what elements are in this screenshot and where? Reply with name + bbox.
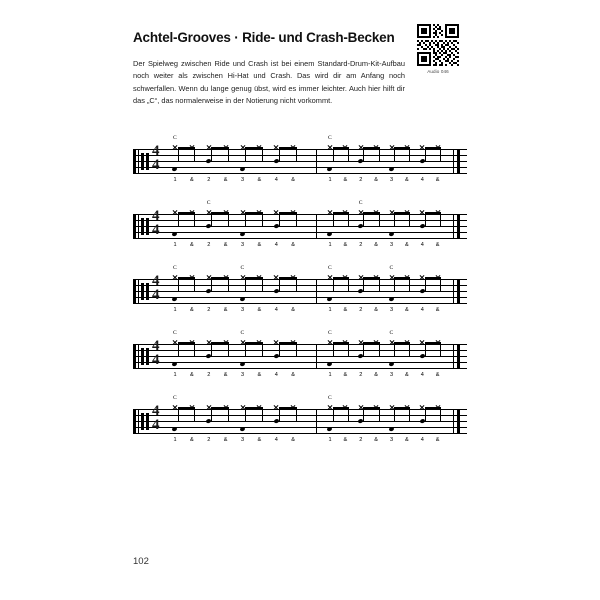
- count-label: 3: [240, 372, 245, 378]
- eighth-beam: [425, 342, 441, 344]
- staff-line: [133, 226, 467, 227]
- opening-barline-thick: [133, 214, 136, 239]
- count-label: &: [343, 372, 348, 378]
- eighth-beam: [245, 212, 263, 214]
- crash-marking: C: [173, 395, 177, 401]
- time-signature: [152, 404, 160, 433]
- staff-line: [133, 433, 467, 434]
- count-label: 4: [420, 177, 424, 183]
- note-stem: [333, 342, 334, 357]
- count-label: 4: [420, 242, 424, 248]
- staff-line: [133, 173, 467, 174]
- count-label: 4: [420, 372, 424, 378]
- note-stem: [245, 147, 246, 162]
- notation-system: [133, 391, 467, 451]
- eighth-beam: [333, 342, 349, 344]
- staff-line: [133, 285, 467, 286]
- eighth-beam: [178, 342, 196, 344]
- count-label: &: [405, 177, 409, 183]
- count-label: &: [405, 242, 409, 248]
- note-stem: [296, 212, 297, 227]
- count-label: &: [190, 177, 194, 183]
- note-stem: [296, 277, 297, 292]
- note-stem: [394, 147, 395, 162]
- note-stem: [228, 342, 229, 357]
- note-stem: [333, 212, 334, 227]
- note-stem: [394, 342, 395, 357]
- crash-marking: C: [328, 330, 332, 336]
- eighth-beam: [333, 212, 349, 214]
- time-signature-denominator: 4: [152, 287, 160, 303]
- count-label: &: [374, 372, 378, 378]
- count-label: 2: [207, 372, 211, 378]
- count-label: &: [343, 242, 348, 248]
- eighth-beam: [333, 147, 349, 149]
- middle-barline: [316, 149, 317, 174]
- note-stem: [245, 342, 246, 357]
- audio-label: Audio 046: [427, 69, 449, 74]
- count-label: &: [257, 307, 262, 313]
- drum-clef-icon: [141, 413, 144, 430]
- note-stem: [262, 342, 263, 357]
- notation-system: [133, 326, 467, 386]
- count-label: &: [374, 242, 378, 248]
- note-stem: [363, 147, 364, 162]
- time-signature-numerator: 4: [152, 403, 160, 419]
- count-label: &: [343, 437, 348, 443]
- note-stem: [348, 342, 349, 357]
- opening-barline-thick: [133, 409, 136, 434]
- count-label: 3: [389, 437, 394, 443]
- count-label: 2: [359, 242, 363, 248]
- count-label: 2: [207, 437, 211, 443]
- count-label: 1: [328, 437, 332, 443]
- eighth-beam: [279, 342, 297, 344]
- note-stem: [394, 277, 395, 292]
- eighth-beam: [178, 212, 196, 214]
- notation-system: [133, 131, 467, 191]
- eighth-beam: [394, 407, 410, 409]
- notation-system: [133, 261, 467, 321]
- crash-marking: C: [240, 265, 245, 271]
- count-label: 1: [173, 437, 177, 443]
- opening-barline-thin: [138, 279, 139, 304]
- count-label: 4: [274, 437, 278, 443]
- note-stem: [409, 342, 410, 357]
- eighth-beam: [245, 277, 263, 279]
- count-label: 2: [359, 437, 363, 443]
- note-stem: [440, 212, 441, 227]
- note-stem: [245, 277, 246, 292]
- count-label: &: [190, 242, 194, 248]
- note-stem: [363, 212, 364, 227]
- eighth-beam: [211, 407, 229, 409]
- note-stem: [379, 342, 380, 357]
- count-label: 2: [359, 372, 363, 378]
- staff-line: [133, 415, 467, 416]
- closing-barline-thick: [457, 149, 460, 174]
- note-stem: [245, 212, 246, 227]
- drum-clef-icon: [141, 348, 144, 365]
- crash-marking: C: [206, 200, 211, 206]
- eighth-beam: [211, 212, 229, 214]
- count-label: &: [374, 177, 378, 183]
- opening-barline-thick: [133, 344, 136, 369]
- count-label: &: [435, 307, 440, 313]
- note-stem: [178, 147, 179, 162]
- count-label: 3: [240, 437, 245, 443]
- eighth-beam: [363, 342, 379, 344]
- count-label: 4: [274, 372, 278, 378]
- count-label: 2: [359, 307, 363, 313]
- count-label: 3: [389, 307, 394, 313]
- note-stem: [211, 212, 212, 227]
- staff-line: [133, 368, 467, 369]
- drum-clef-icon: [141, 153, 144, 170]
- crash-marking: C: [358, 200, 363, 206]
- staff-lines: [133, 149, 467, 173]
- crash-marking: C: [240, 330, 245, 336]
- note-stem: [440, 147, 441, 162]
- closing-barline-thick: [457, 344, 460, 369]
- staff-line: [133, 427, 467, 428]
- drum-clef-icon: [146, 153, 149, 170]
- crash-marking: C: [389, 265, 394, 271]
- note-stem: [194, 212, 195, 227]
- count-label: &: [257, 177, 262, 183]
- staff-lines: [133, 214, 467, 238]
- count-label: 3: [240, 177, 245, 183]
- staff-line: [133, 362, 467, 363]
- eighth-beam: [279, 277, 297, 279]
- crash-marking: C: [389, 330, 394, 336]
- note-stem: [333, 277, 334, 292]
- note-stem: [228, 407, 229, 422]
- note-stem: [296, 407, 297, 422]
- drum-clef-icon: [146, 348, 149, 365]
- middle-barline: [316, 214, 317, 239]
- staff-line: [133, 155, 467, 156]
- note-stem: [178, 277, 179, 292]
- time-signature: [152, 144, 160, 173]
- note-stem: [348, 212, 349, 227]
- count-row: [133, 372, 467, 382]
- closing-barline-thin: [453, 214, 454, 239]
- count-label: &: [435, 437, 440, 443]
- count-row: [133, 242, 467, 252]
- staff-lines: [133, 409, 467, 433]
- note-stem: [194, 277, 195, 292]
- staff-line: [133, 421, 467, 422]
- count-label: 1: [173, 372, 177, 378]
- count-label: &: [257, 372, 262, 378]
- time-signature: [152, 339, 160, 368]
- count-label: &: [223, 437, 228, 443]
- count-label: &: [291, 242, 295, 248]
- staff-line: [133, 232, 467, 233]
- count-label: &: [291, 372, 295, 378]
- staff-line: [133, 297, 467, 298]
- count-label: &: [291, 177, 295, 183]
- staff-line: [133, 350, 467, 351]
- note-stem: [178, 212, 179, 227]
- count-label: 2: [359, 177, 363, 183]
- time-signature-numerator: 4: [152, 273, 160, 289]
- staff-line: [133, 303, 467, 304]
- drum-clef-icon: [141, 218, 144, 235]
- count-label: &: [374, 307, 378, 313]
- eighth-beam: [425, 212, 441, 214]
- closing-barline-thin: [453, 149, 454, 174]
- count-label: 2: [207, 307, 211, 313]
- note-stem: [194, 342, 195, 357]
- note-stem: [440, 407, 441, 422]
- note-stem: [211, 342, 212, 357]
- count-label: 1: [173, 177, 177, 183]
- eighth-beam: [425, 407, 441, 409]
- eighth-beam: [245, 147, 263, 149]
- eighth-beam: [178, 147, 196, 149]
- eighth-beam: [279, 407, 297, 409]
- count-label: &: [223, 242, 228, 248]
- time-signature-numerator: 4: [152, 208, 160, 224]
- note-stem: [379, 212, 380, 227]
- staff-line: [133, 161, 467, 162]
- time-signature-denominator: 4: [152, 222, 160, 238]
- note-stem: [262, 212, 263, 227]
- staff-lines: [133, 279, 467, 303]
- note-stem: [296, 342, 297, 357]
- note-stem: [178, 407, 179, 422]
- count-label: &: [223, 177, 228, 183]
- time-signature-denominator: 4: [152, 157, 160, 173]
- count-label: &: [405, 307, 409, 313]
- time-signature: [152, 209, 160, 238]
- closing-barline-thick: [457, 409, 460, 434]
- note-stem: [440, 277, 441, 292]
- eighth-beam: [394, 147, 410, 149]
- eighth-beam: [333, 407, 349, 409]
- count-label: 1: [328, 242, 332, 248]
- staff-line: [133, 167, 467, 168]
- eighth-beam: [279, 212, 297, 214]
- count-label: &: [223, 372, 228, 378]
- note-stem: [394, 212, 395, 227]
- note-stem: [194, 147, 195, 162]
- note-stem: [333, 147, 334, 162]
- middle-barline: [316, 279, 317, 304]
- note-stem: [211, 277, 212, 292]
- count-label: 3: [389, 242, 394, 248]
- count-label: &: [190, 437, 194, 443]
- count-label: 3: [389, 177, 394, 183]
- note-stem: [296, 147, 297, 162]
- count-label: 2: [207, 242, 211, 248]
- time-signature-denominator: 4: [152, 417, 160, 433]
- closing-barline-thin: [453, 409, 454, 434]
- time-signature-numerator: 4: [152, 143, 160, 159]
- eighth-beam: [394, 342, 410, 344]
- drum-clef-icon: [141, 283, 144, 300]
- note-stem: [211, 407, 212, 422]
- count-label: &: [291, 307, 295, 313]
- count-label: 1: [173, 242, 177, 248]
- eighth-beam: [363, 277, 379, 279]
- eighth-beam: [394, 212, 410, 214]
- count-row: [133, 177, 467, 187]
- count-label: &: [405, 437, 409, 443]
- eighth-beam: [425, 147, 441, 149]
- note-stem: [262, 147, 263, 162]
- eighth-beam: [333, 277, 349, 279]
- crash-marking: C: [173, 135, 177, 141]
- note-stem: [379, 407, 380, 422]
- note-stem: [262, 277, 263, 292]
- count-label: 1: [328, 372, 332, 378]
- note-stem: [363, 342, 364, 357]
- count-label: &: [190, 372, 194, 378]
- crash-marking: C: [173, 330, 177, 336]
- intro-paragraph: Der Spielweg zwischen Ride und Crash ist bei einem Standard-Drum-Kit-Aufbau noch weiter als zwischen Hi-Hat und Crash. Das wird dir am Anfang noch schwerfallen. Wenn du lange genug übst, wird es immer leichter. Auch hier hilft dir das „C“, das normalerweise in der Notierung nicht vorkommt.: [133, 59, 405, 106]
- count-label: 4: [274, 307, 278, 313]
- drum-clef-icon: [146, 413, 149, 430]
- opening-barline-thin: [138, 214, 139, 239]
- eighth-beam: [211, 277, 229, 279]
- eighth-beam: [363, 147, 379, 149]
- eighth-beam: [394, 277, 410, 279]
- closing-barline-thin: [453, 344, 454, 369]
- time-signature-numerator: 4: [152, 338, 160, 354]
- note-stem: [363, 277, 364, 292]
- count-label: 4: [420, 307, 424, 313]
- count-label: &: [223, 307, 228, 313]
- count-label: 4: [420, 437, 424, 443]
- drum-clef-icon: [146, 218, 149, 235]
- note-stem: [228, 147, 229, 162]
- note-stem: [228, 277, 229, 292]
- staff-lines: [133, 344, 467, 368]
- eighth-beam: [211, 147, 229, 149]
- middle-barline: [316, 409, 317, 434]
- note-stem: [440, 342, 441, 357]
- count-label: &: [435, 177, 440, 183]
- note-stem: [333, 407, 334, 422]
- page-title: Achtel-Grooves · Ride- und Crash-Becken: [133, 30, 395, 45]
- staff-line: [133, 291, 467, 292]
- count-label: 4: [274, 242, 278, 248]
- count-label: 1: [328, 307, 332, 313]
- notation-system: [133, 196, 467, 256]
- count-label: &: [190, 307, 194, 313]
- note-stem: [211, 147, 212, 162]
- middle-barline: [316, 344, 317, 369]
- count-row: [133, 307, 467, 317]
- crash-marking: C: [328, 265, 332, 271]
- note-stem: [348, 407, 349, 422]
- note-stem: [245, 407, 246, 422]
- opening-barline-thick: [133, 149, 136, 174]
- staff-line: [133, 220, 467, 221]
- note-stem: [409, 147, 410, 162]
- eighth-beam: [178, 407, 196, 409]
- count-label: 1: [173, 307, 177, 313]
- time-signature: [152, 274, 160, 303]
- count-label: &: [343, 177, 348, 183]
- note-stem: [409, 407, 410, 422]
- closing-barline-thin: [453, 279, 454, 304]
- eighth-beam: [279, 147, 297, 149]
- count-label: &: [374, 437, 378, 443]
- note-stem: [348, 147, 349, 162]
- note-stem: [194, 407, 195, 422]
- count-label: 3: [389, 372, 394, 378]
- count-label: &: [435, 242, 440, 248]
- eighth-beam: [425, 277, 441, 279]
- eighth-beam: [245, 407, 263, 409]
- opening-barline-thin: [138, 149, 139, 174]
- crash-marking: C: [328, 135, 332, 141]
- note-stem: [178, 342, 179, 357]
- note-stem: [409, 212, 410, 227]
- closing-barline-thick: [457, 279, 460, 304]
- opening-barline-thick: [133, 279, 136, 304]
- count-label: &: [257, 437, 262, 443]
- closing-barline-thick: [457, 214, 460, 239]
- note-stem: [228, 212, 229, 227]
- count-row: [133, 437, 467, 447]
- note-stem: [379, 147, 380, 162]
- staff-line: [133, 356, 467, 357]
- count-label: 3: [240, 307, 245, 313]
- count-label: 2: [207, 177, 211, 183]
- count-label: &: [343, 307, 348, 313]
- note-stem: [409, 277, 410, 292]
- count-label: &: [405, 372, 409, 378]
- eighth-beam: [245, 342, 263, 344]
- eighth-beam: [363, 407, 379, 409]
- eighth-beam: [178, 277, 196, 279]
- crash-marking: C: [173, 265, 177, 271]
- note-stem: [348, 277, 349, 292]
- eighth-beam: [363, 212, 379, 214]
- count-label: &: [257, 242, 262, 248]
- page-number: 102: [133, 556, 149, 567]
- crash-marking: C: [328, 395, 332, 401]
- time-signature-denominator: 4: [152, 352, 160, 368]
- note-stem: [262, 407, 263, 422]
- staff-line: [133, 238, 467, 239]
- count-label: 4: [274, 177, 278, 183]
- opening-barline-thin: [138, 344, 139, 369]
- count-label: &: [291, 437, 295, 443]
- opening-barline-thin: [138, 409, 139, 434]
- eighth-beam: [211, 342, 229, 344]
- count-label: 1: [328, 177, 332, 183]
- count-label: &: [435, 372, 440, 378]
- count-label: 3: [240, 242, 245, 248]
- note-stem: [363, 407, 364, 422]
- drum-clef-icon: [146, 283, 149, 300]
- note-stem: [379, 277, 380, 292]
- note-stem: [394, 407, 395, 422]
